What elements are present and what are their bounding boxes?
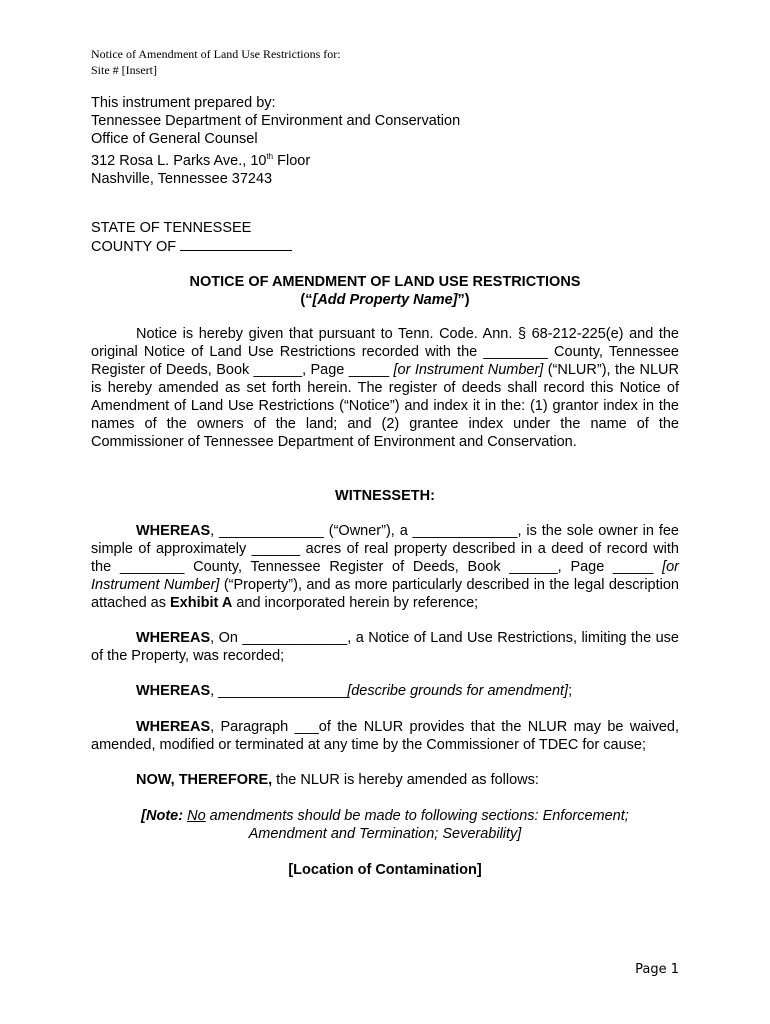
whereas2-text: , On _____________, a Notice of Land Use Restrictions, limiting the use of the Property, was recorded; (91, 630, 679, 664)
location-of-contamination-heading: [Location of Contamination] (288, 862, 482, 878)
intro-text-2: (“NLUR”), the NLUR is hereby amended as set forth herein. The register of deeds shall record this Notice of Amendment of Land Use Restrictions (“Notice”) and index it in the: (1) grantor index in the names of the owners of the land; and (2) grantee index under the name of the Commissioner of Tennessee Department of Environment and Conservation. (91, 362, 679, 450)
whereas3-end: ; (568, 683, 573, 699)
whereas-paragraph-3 (91, 682, 679, 700)
whereas-keyword: WHEREAS (136, 523, 211, 539)
instrument-number-placeholder: [or Instrument Number] (91, 559, 679, 593)
note-bracket: [ (141, 808, 147, 824)
address-ordinal: th (266, 152, 274, 161)
state-line: STATE OF TENNESSEE (91, 220, 252, 236)
intro-paragraph (91, 325, 679, 451)
whereas-paragraph-4 (91, 718, 679, 754)
property-name-placeholder: [Add Property Name] (312, 292, 458, 308)
county-label: COUNTY OF (91, 239, 181, 255)
exhibit-a-reference: Exhibit A (170, 595, 233, 611)
whereas-keyword: WHEREAS (136, 719, 211, 735)
title-line-2 (91, 291, 679, 309)
whereas-paragraph-2 (91, 629, 679, 665)
title-open: (“ (300, 292, 313, 308)
prepared-line-1: This instrument prepared by: (91, 95, 276, 111)
address-floor: Floor (273, 152, 311, 169)
county-blank (180, 237, 292, 251)
whereas1-text-1: , _____________ (“Owner”), a _____________, is the sole owner in fee simple of approximately ______ acres of real property described in a deed of record with the ________ County, Tennessee Register of Deeds, Book ______, Page _____ (91, 523, 679, 575)
whereas-keyword: WHEREAS (136, 630, 211, 646)
amendment-note (125, 807, 645, 843)
document-title (91, 273, 679, 309)
note-text: amendments should be made to following sections: Enforcement; Amendment and Termination; Severability] (205, 808, 629, 842)
address-street: 312 Rosa L. Parks Ave., 10 (91, 152, 267, 169)
prepared-line-5: Nashville, Tennessee 37243 (91, 170, 273, 187)
whereas1-text-2: (“Property”), and as more particularly described in the legal description attached as (91, 577, 679, 611)
grounds-placeholder: [describe grounds for amendment] (347, 683, 569, 699)
instrument-number-placeholder: [or Instrument Number] (393, 362, 544, 378)
now-therefore-paragraph (91, 771, 679, 789)
header-line-1: Notice of Amendment of Land Use Restrictions for: (91, 47, 341, 61)
page-number: Page 1 (635, 962, 679, 977)
state-county-block (91, 219, 292, 256)
now-therefore-text: the NLUR is hereby amended as follows: (272, 772, 539, 788)
document-header (91, 46, 341, 78)
whereas-paragraph-1 (91, 522, 679, 612)
note-no-emphasis: No (187, 808, 206, 824)
whereas1-text-3: and incorporated herein by reference; (232, 595, 479, 611)
prepared-address (91, 148, 460, 170)
whereas-keyword: WHEREAS (136, 683, 211, 699)
title-close: ”) (457, 292, 470, 308)
note-label: Note: (146, 808, 184, 824)
header-line-2: Site # [Insert] (91, 63, 157, 77)
prepared-line-2: Tennessee Department of Environment and Conservation (91, 113, 461, 129)
whereas3-blank: , ________________ (210, 683, 348, 699)
prepared-line-3: Office of General Counsel (91, 131, 258, 147)
whereas4-text: , Paragraph ___of the NLUR provides that the NLUR may be waived, amended, modified or terminated at any time by the Commissioner of TDEC for cause; (91, 719, 679, 753)
now-therefore-keyword: NOW, THEREFORE, (136, 772, 273, 788)
witnesseth-heading: WITNESSETH: (335, 488, 435, 504)
title-line-1: NOTICE OF AMENDMENT OF LAND USE RESTRICTIONS (189, 274, 581, 290)
intro-text-1: Notice is hereby given that pursuant to Tenn. Code. Ann. § 68-212-225(e) and the original Notice of Land Use Restrictions recorded with the ________ County, Tennessee Register of Deeds, Book ______, Page _____ (91, 326, 679, 378)
prepared-by-block (91, 94, 460, 188)
county-line (91, 237, 292, 256)
